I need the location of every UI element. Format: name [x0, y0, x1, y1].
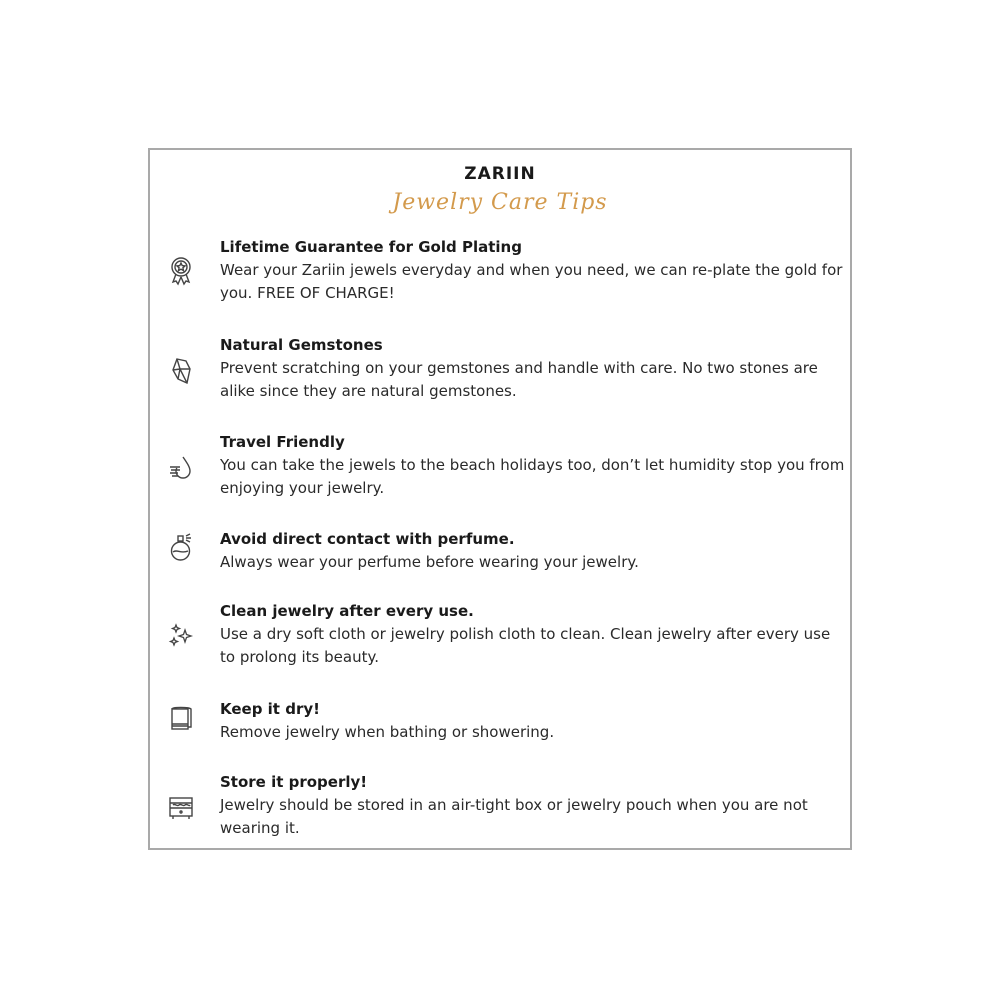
- tip-title: Store it properly!: [220, 773, 368, 791]
- humidity-drop-icon: [168, 453, 194, 483]
- tip-title: Avoid direct contact with perfume.: [220, 530, 515, 548]
- gemstone-icon: [168, 356, 194, 386]
- tip-description: Jewelry should be stored in an air-tight box or jewelry pouch when you are not wearing it.: [220, 796, 808, 837]
- towel-icon: [168, 704, 194, 734]
- tip-description: Prevent scratching on your gemstones and handle with care. No two stones are alike since they are natural gemstones.: [220, 359, 818, 400]
- tip-description: Wear your Zariin jewels everyday and when you need, we can re-plate the gold for you. FREE OF CHARGE!: [220, 261, 843, 302]
- tip-description: Use a dry soft cloth or jewelry polish cloth to clean. Clean jewelry after every use to prolong its beauty.: [220, 625, 831, 666]
- jewelry-box-icon: [168, 793, 194, 823]
- tip-description: Remove jewelry when bathing or showering.: [220, 723, 555, 741]
- brand-logo: ZARIIN: [464, 164, 536, 184]
- perfume-bottle-icon: [168, 532, 194, 562]
- tip-title: Keep it dry!: [220, 700, 320, 718]
- award-ribbon-icon: [168, 256, 194, 286]
- tip-title: Clean jewelry after every use.: [220, 602, 474, 620]
- tip-title: Natural Gemstones: [220, 336, 383, 354]
- tip-title: Travel Friendly: [220, 433, 345, 451]
- tip-description: Always wear your perfume before wearing your jewelry.: [220, 553, 639, 571]
- sparkle-icon: [168, 622, 194, 652]
- tip-description: You can take the jewels to the beach holidays too, don’t let humidity stop you from enjoying your jewelry.: [220, 456, 845, 497]
- tip-title: Lifetime Guarantee for Gold Plating: [220, 238, 522, 256]
- page-title: Jewelry Care Tips: [392, 190, 608, 215]
- care-tips-card: [148, 148, 852, 850]
